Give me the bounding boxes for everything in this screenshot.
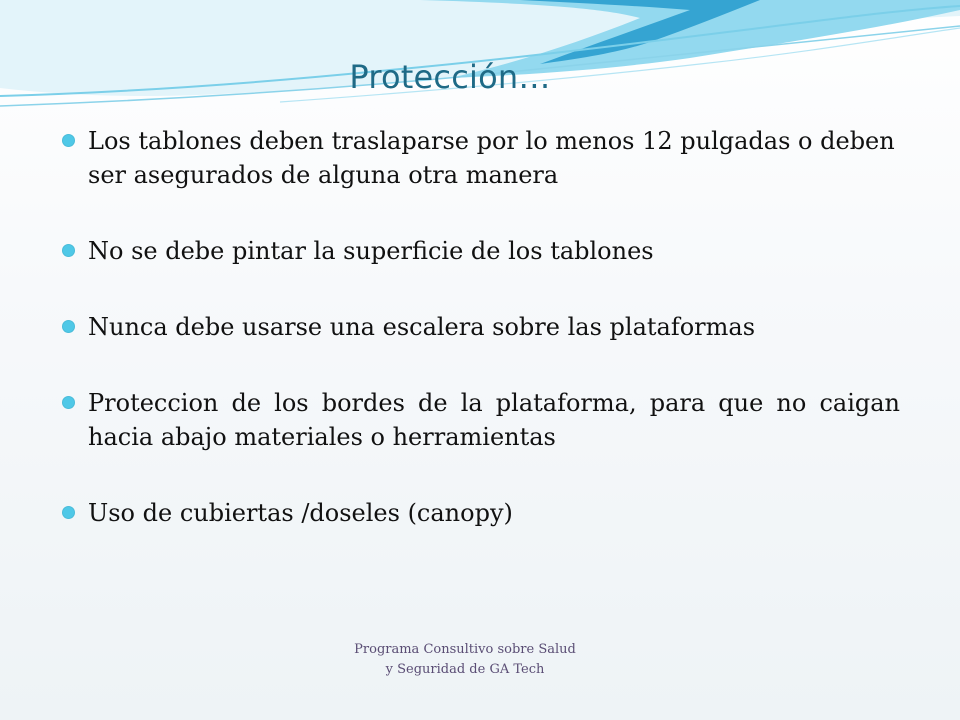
- bullet-text-5: Uso de cubiertas /doseles (canopy): [88, 499, 513, 528]
- bullet-text-2: No se debe pintar la superficie de los tablones: [88, 237, 654, 266]
- slide-title: Protección…: [349, 58, 551, 96]
- bullet-list: [60, 124, 900, 531]
- bullet-item-1: [60, 124, 900, 192]
- bullet-text-3: Nunca debe usarse una escalera sobre las plataformas: [88, 313, 756, 342]
- bullet-icon: [62, 506, 75, 519]
- bullet-text-4: Proteccion de los bordes de la plataforma, para que no caigan hacia abajo materiales o herramientas: [88, 389, 900, 452]
- bullet-icon: [62, 396, 75, 409]
- bullet-icon: [62, 320, 75, 333]
- bullet-icon: [62, 134, 75, 147]
- bullet-item-2: [60, 234, 900, 268]
- bullet-icon: [62, 244, 75, 257]
- slide-footer: [300, 640, 630, 679]
- bullet-text-1: Los tablones deben traslaparse por lo menos 12 pulgadas o deben ser asegurados de alguna otra manera: [88, 127, 895, 190]
- footer-line-2: y Seguridad de GA Tech: [385, 661, 545, 677]
- bullet-item-3: [60, 310, 900, 344]
- bullet-item-5: [60, 496, 900, 530]
- footer-line-1: Programa Consultivo sobre Salud: [354, 642, 576, 657]
- bullet-item-4: [60, 386, 900, 454]
